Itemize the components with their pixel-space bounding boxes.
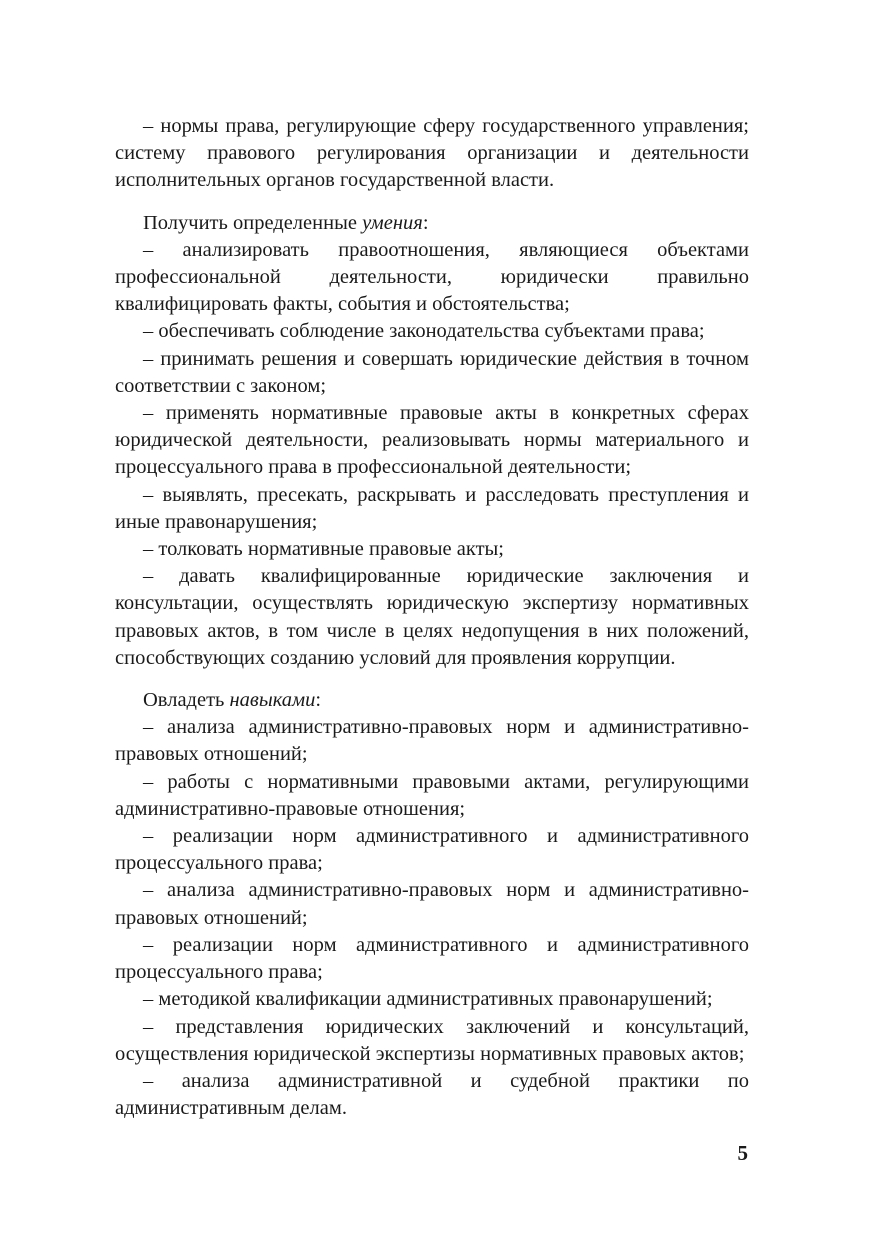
page-number: 5: [737, 1141, 748, 1165]
skills-intro-text: Получить определенные: [143, 211, 363, 234]
skills-intro-emphasis: умения: [362, 211, 423, 234]
abilities-intro: [115, 687, 749, 714]
skill-item: – принимать решения и совершать юридические действия в точном соответствии с законом;: [115, 347, 749, 397]
skill-item: – применять нормативные правовые акты в конкретных сферах юридической деятельности, реализовывать нормы материального и процессуального права в профессиональной деятельности;: [115, 402, 749, 479]
skill-item: – давать квалифицированные юридические заключения и консультации, осуществлять юридическую экспертизу нормативных правовых актов, в том числе в целях недопущения в них положений, способствующих созданию условий для проявления коррупции.: [115, 565, 749, 669]
ability-item: – методикой квалификации административных правонарушений;: [143, 988, 713, 1011]
ability-item: – представления юридических заключений и консультаций, осуществления юридической экспертизы нормативных правовых актов;: [115, 1015, 749, 1065]
ability-item: – работы с нормативными правовыми актами, регулирующими административно-правовые отношения;: [115, 770, 749, 820]
ability-item: – анализа административной и судебной практики по административным делам.: [115, 1069, 749, 1120]
abilities-intro-suffix: :: [315, 689, 322, 712]
abilities-intro-emphasis: навыками: [229, 689, 316, 712]
abilities-intro-text: Овладеть: [143, 689, 230, 712]
skill-item: – анализировать правоотношения, являющиеся объектами профессиональной деятельности, юридически правильно квалифицировать факты, события и обстоятельства;: [115, 238, 749, 316]
skill-item: – выявлять, пресекать, раскрывать и расследовать преступления и иные правонарушения;: [115, 483, 749, 533]
ability-item: – анализа административно-правовых норм и административно-правовых отношений;: [115, 716, 749, 766]
skill-item: – обеспечивать соблюдение законодательства субъектами права;: [143, 320, 705, 343]
ability-item: – реализации норм административного и административного процессуального права;: [115, 933, 749, 984]
skills-intro: [115, 210, 749, 237]
skills-intro-suffix: :: [422, 211, 429, 234]
ability-item: – реализации норм административного и административного процессуального права;: [115, 825, 749, 875]
knowledge-item: – нормы права, регулирующие сферу государственного управления; систему правового регулирования организации и деятельности исполнительных органов государственной власти.: [115, 115, 749, 192]
ability-item: – анализа административно-правовых норм и административно-правовых отношений;: [115, 879, 749, 929]
skill-item: – толковать нормативные правовые акты;: [143, 538, 504, 561]
page-body: [115, 113, 749, 1122]
